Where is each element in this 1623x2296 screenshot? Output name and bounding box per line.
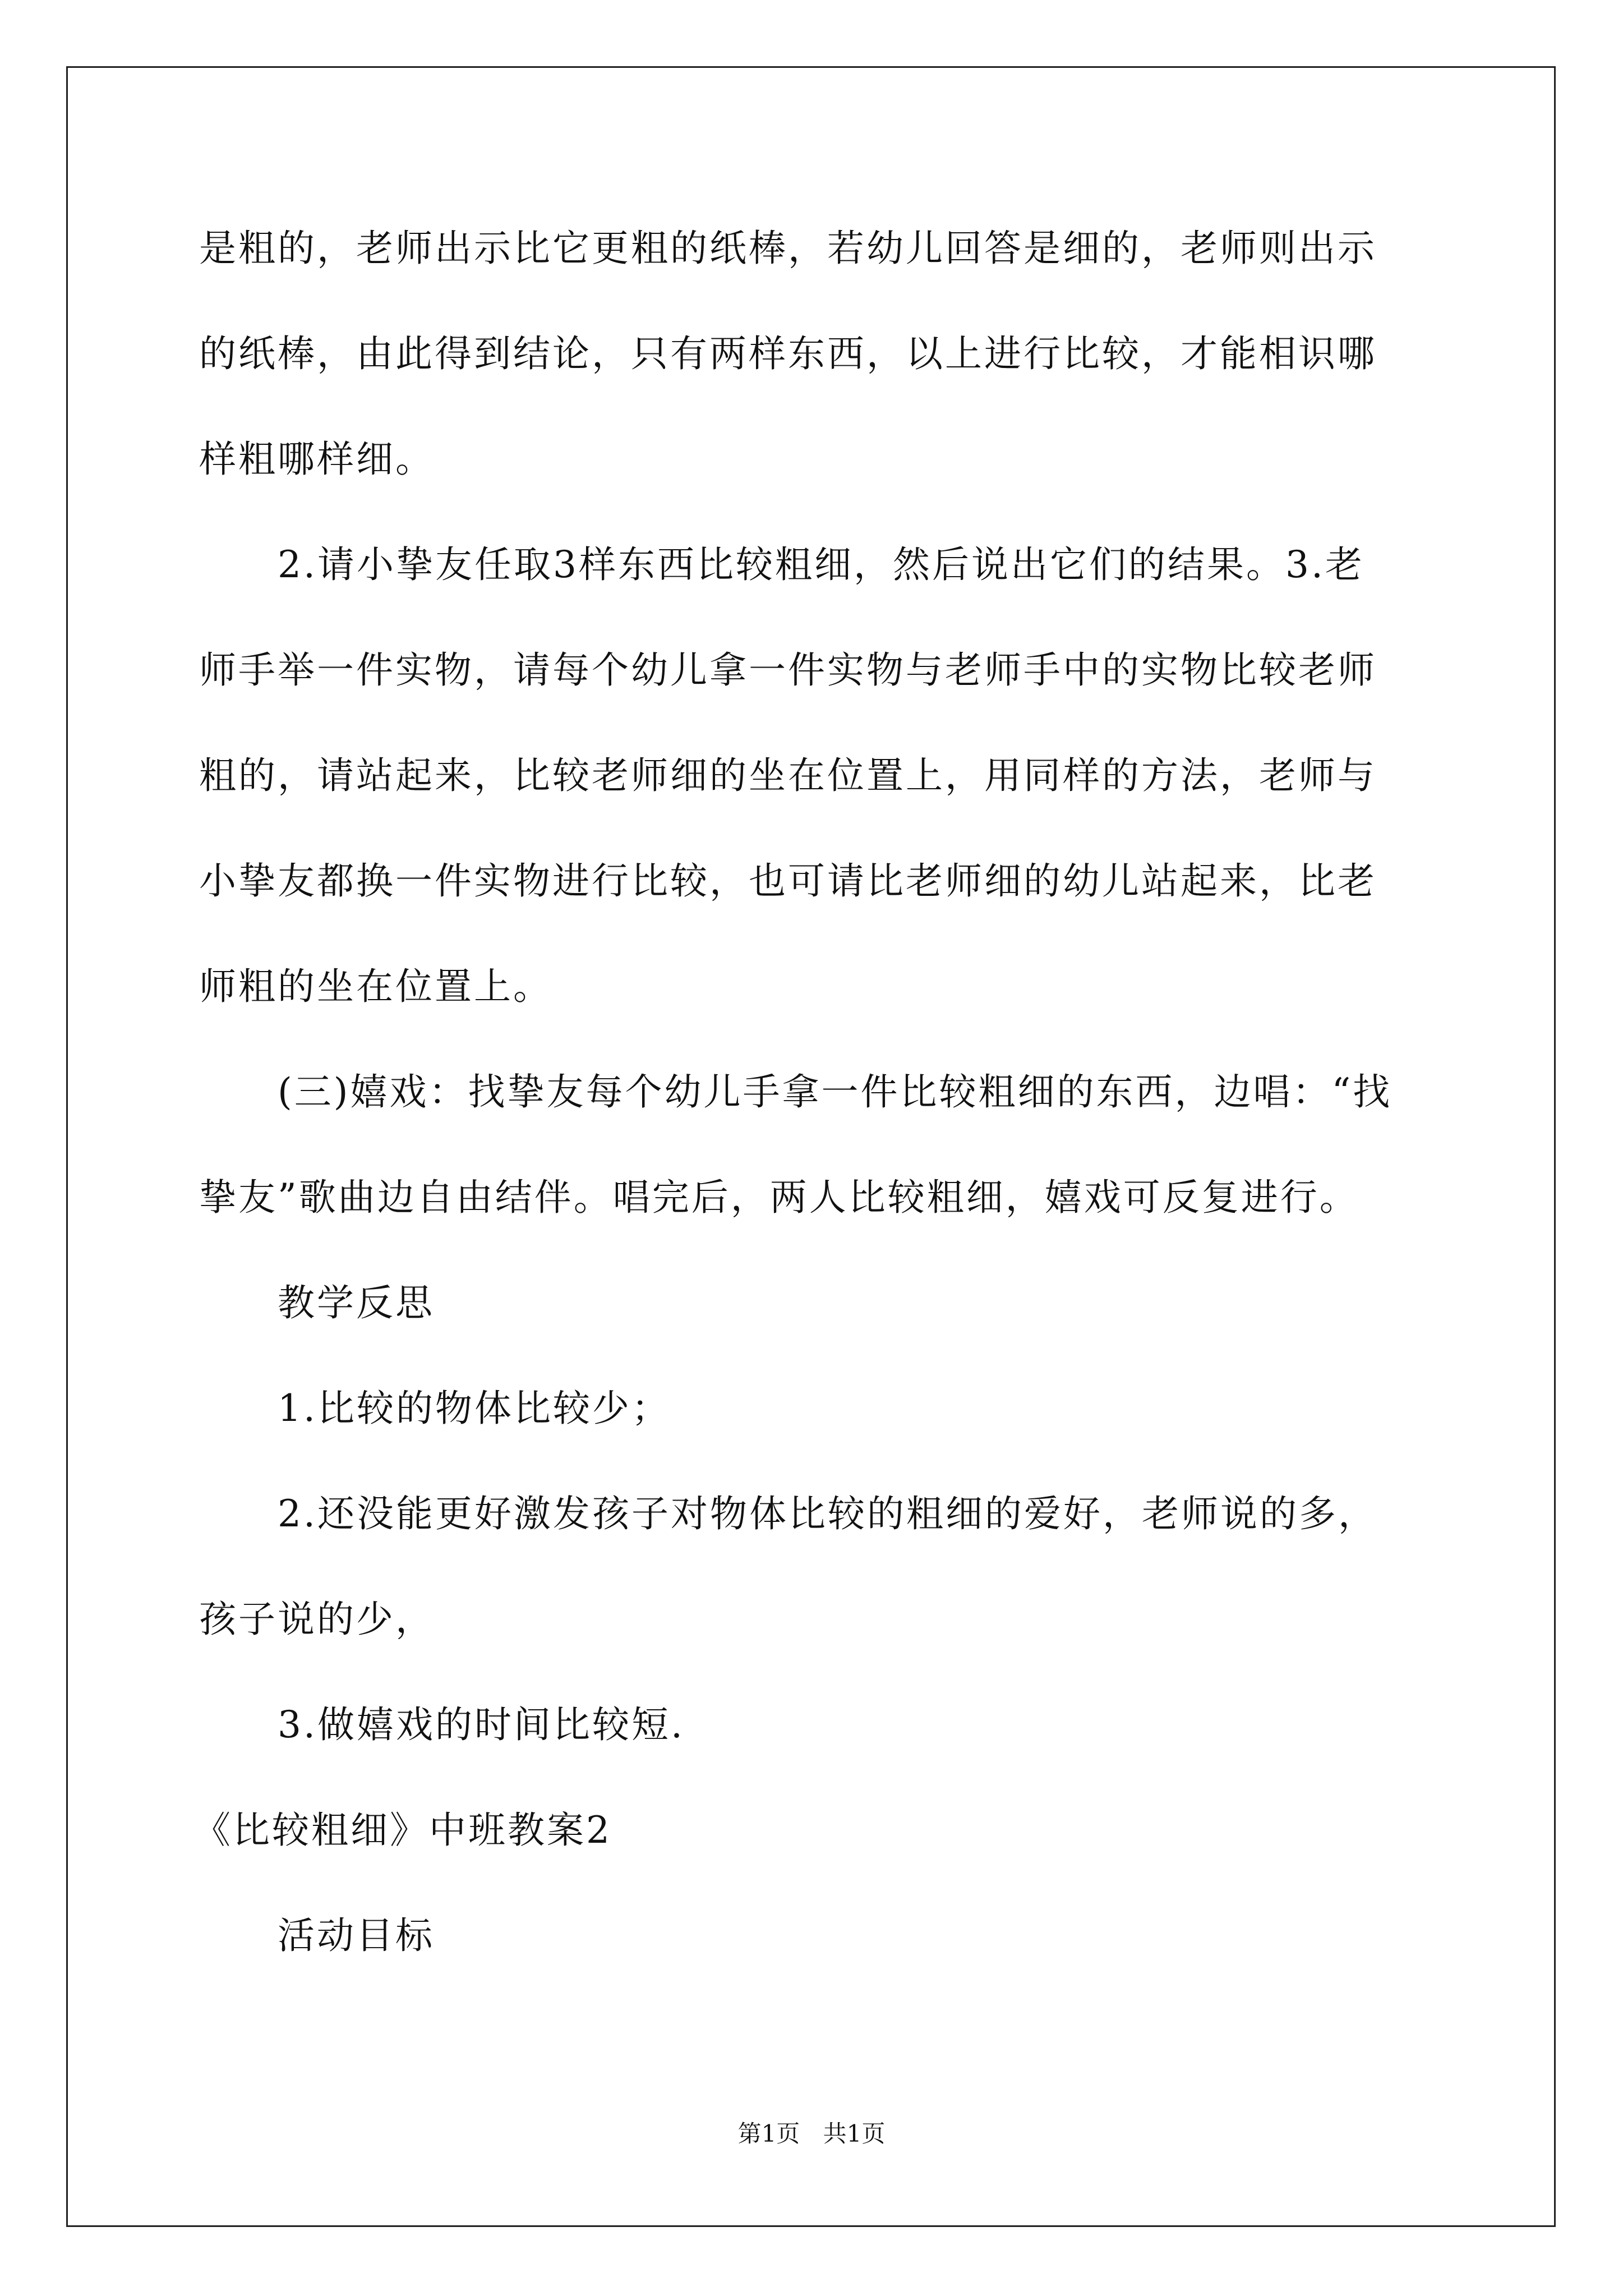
list-item: 2.还没能更好激发孩子对物体比较的粗细的爱好，老师说的多，	[278, 1492, 1377, 1535]
body-line: 师手举一件实物，请每个幼儿拿一件实物与老师手中的实物比较老师	[199, 648, 1377, 692]
body-line: 的纸棒，由此得到结论，只有两样东西，以上进行比较，才能相识哪	[199, 332, 1377, 375]
body-line: 小挚友都换一件实物进行比较，也可请比老师细的幼儿站起来，比老	[199, 859, 1377, 903]
document-title: 《比较粗细》中班教案2	[193, 1809, 612, 1852]
body-line: 是粗的，老师出示比它更粗的纸棒，若幼儿回答是细的，老师则出示	[199, 227, 1377, 270]
section-heading: 活动目标	[278, 1914, 435, 1957]
section-heading: 教学反思	[278, 1281, 435, 1324]
body-line: 孩子说的少，	[199, 1598, 435, 1641]
list-item: 3.做嬉戏的时间比较短.	[278, 1703, 685, 1746]
page-number: 第1页	[737, 2120, 800, 2147]
body-line: 样粗哪样细。	[199, 438, 435, 481]
page-footer	[0, 2122, 1623, 2146]
list-item: 1.比较的物体比较少；	[278, 1387, 671, 1430]
body-line: 师粗的坐在位置上。	[199, 965, 552, 1008]
body-line: 2.请小挚友任取3样东西比较粗细，然后说出它们的结果。3.老	[278, 543, 1364, 586]
body-line: 挚友”歌曲边自由结伴。唱完后，两人比较粗细，嬉戏可反复进行。	[199, 1176, 1359, 1219]
body-line: 粗的，请站起来，比较老师细的坐在位置上，用同样的方法，老师与	[199, 754, 1377, 797]
page-total: 共1页	[823, 2120, 886, 2147]
body-line: (三)嬉戏：找挚友每个幼儿手拿一件比较粗细的东西，边唱：“找	[278, 1070, 1393, 1114]
page-border	[66, 66, 1556, 2227]
